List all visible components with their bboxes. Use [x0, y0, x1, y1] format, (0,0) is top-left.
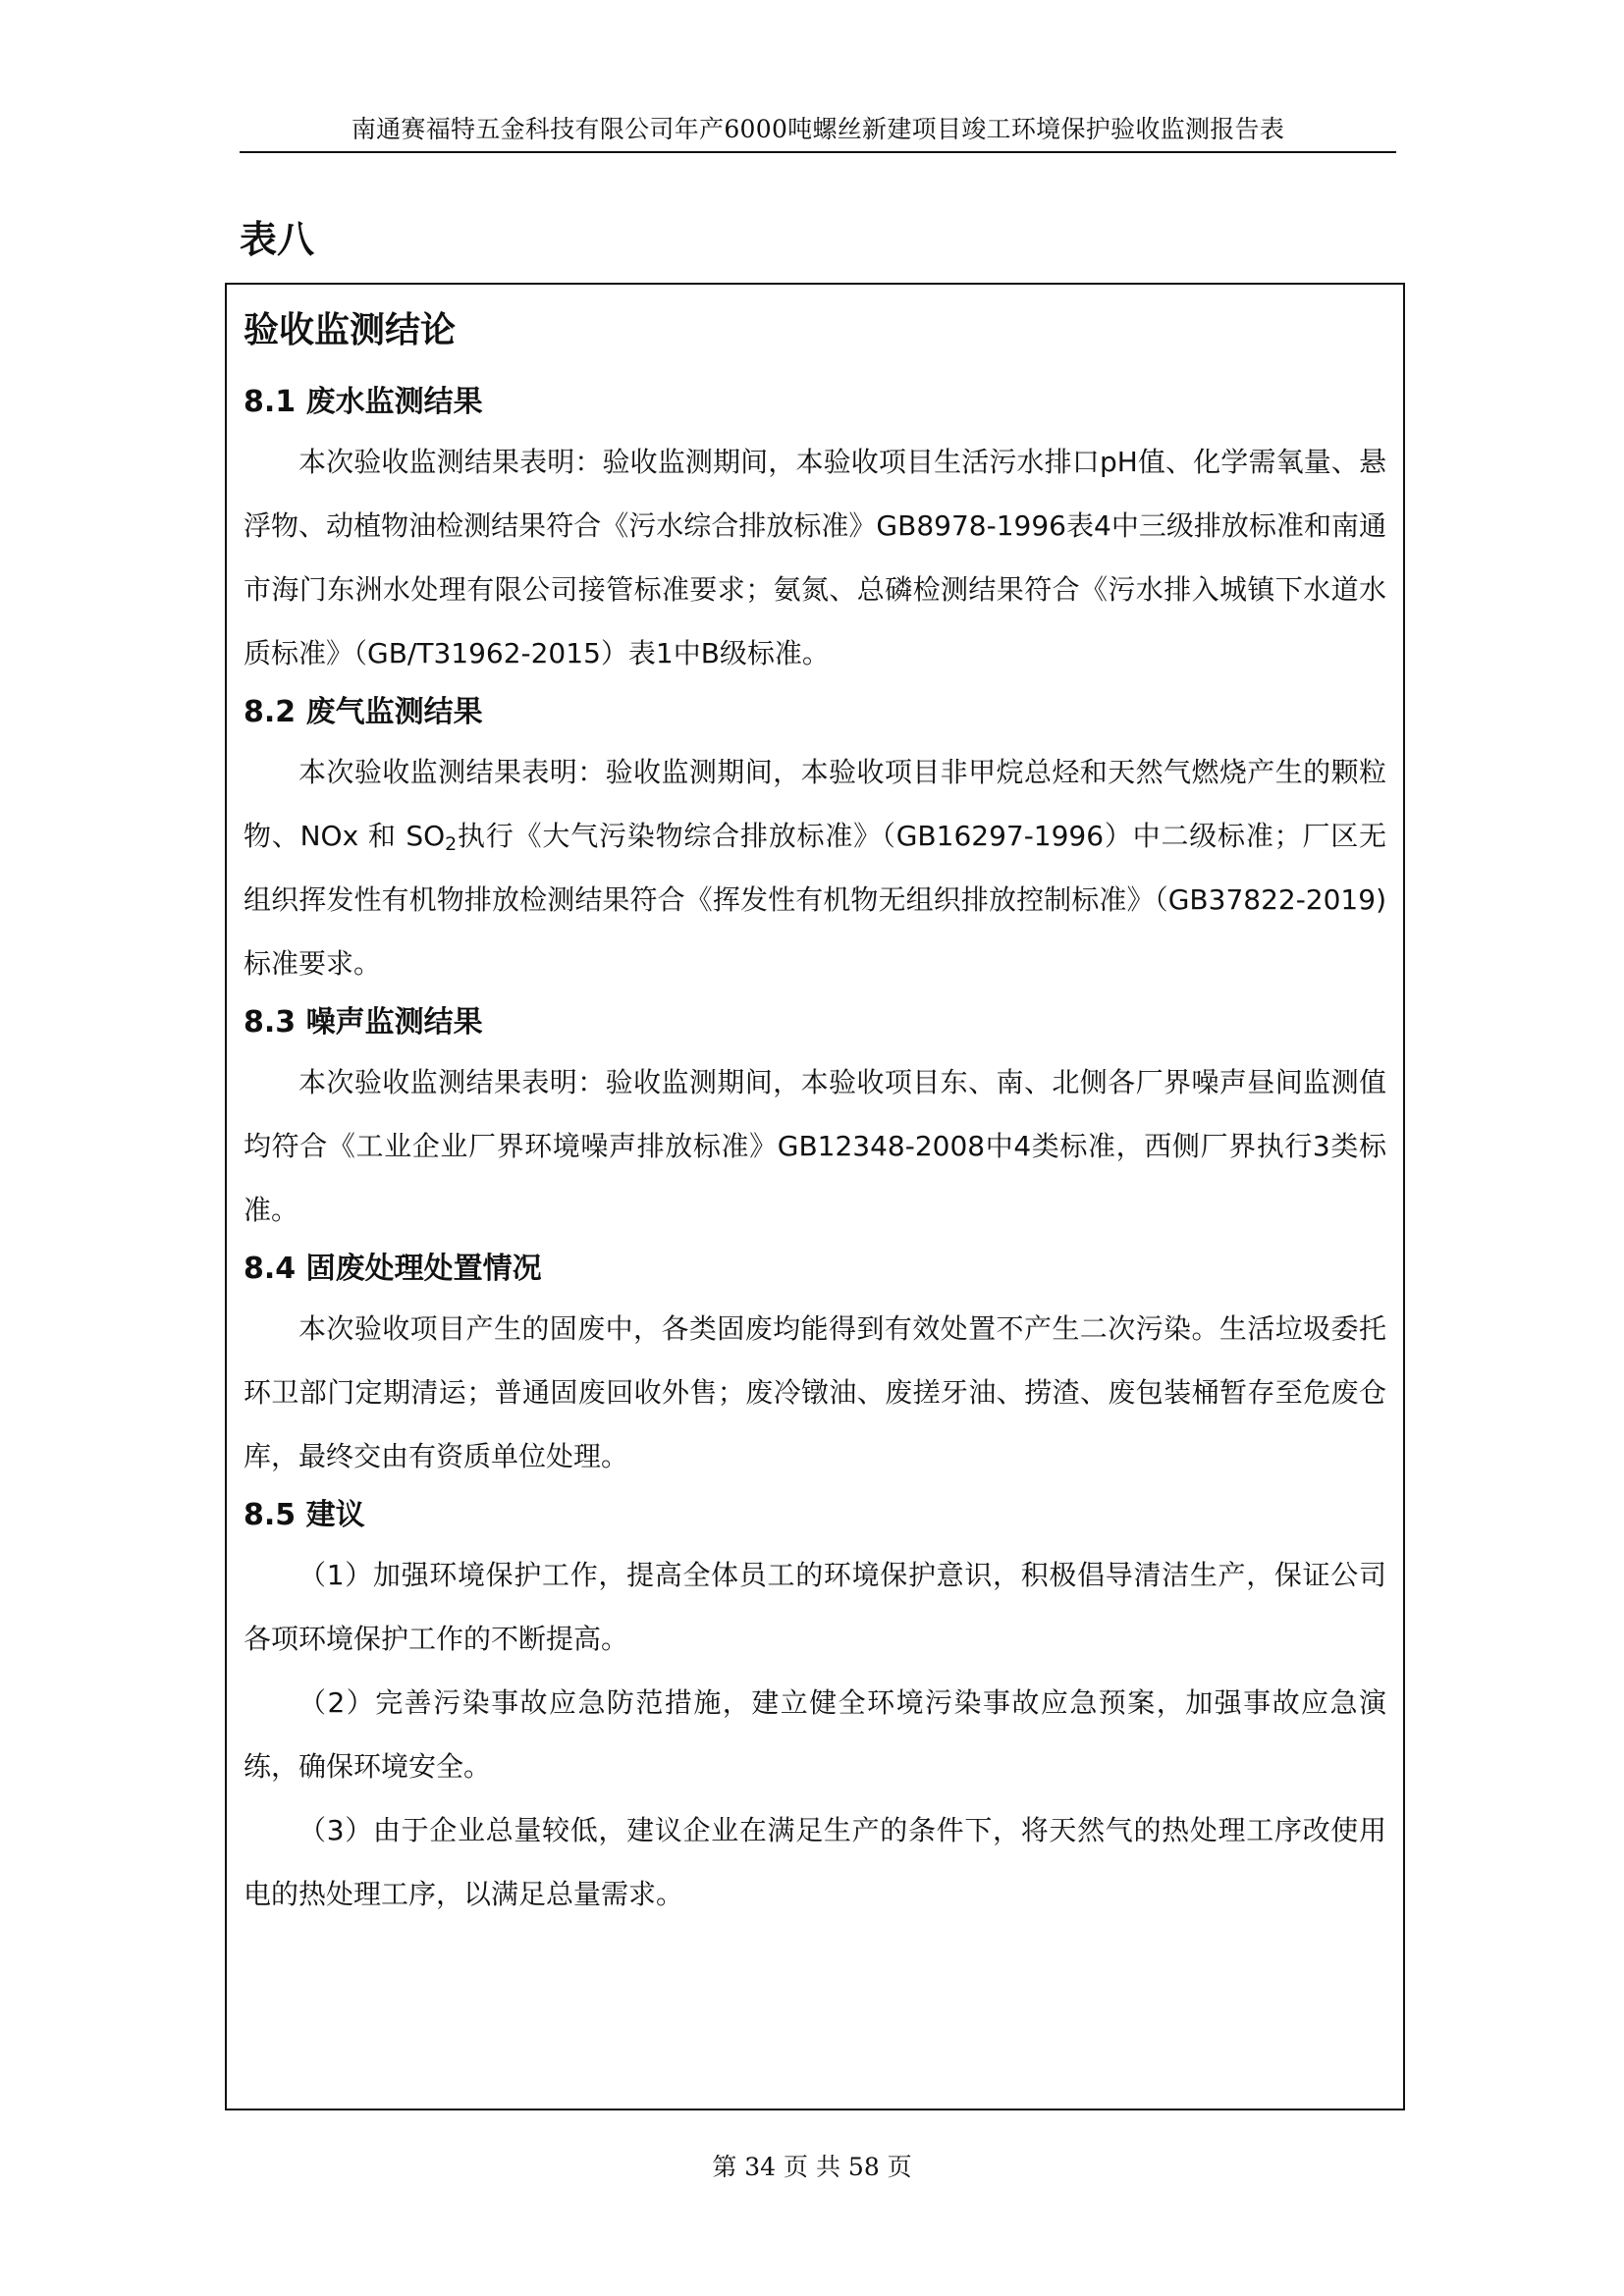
section-heading-wastewater: 8.1 废水监测结果 [244, 385, 483, 419]
wastewater-paragraph: 本次验收监测结果表明：验收监测期间，本验收项目生活污水排口pH值、化学需氧量、悬浮物、动植物油检测结果符合《污水综合排放标准》GB8978-1996表4中三级排放标准和南通市海门东洲水处理有限公司接管标准要求；氨氮、总磷检测结果符合《污水排入城镇下水道水质标准》（GB/T31962-2015）表1中B级标准。 [244, 446, 1386, 669]
section-heading-solid-waste: 8.4 固废处理处置情况 [244, 1252, 542, 1286]
page-number: 第 34 页 共 58 页 [712, 2153, 912, 2181]
suggestion-item-2: （2）完善污染事故应急防范措施，建立健全环境污染事故应急预案，加强事故应急演练，确保环境安全。 [244, 1686, 1386, 1783]
section-heading-suggestions: 8.5 建议 [244, 1498, 365, 1532]
box-title: 验收监测结论 [244, 310, 457, 350]
exhaust-gas-paragraph [244, 740, 1386, 995]
section-heading-exhaust-gas: 8.2 废气监测结果 [244, 695, 483, 729]
header-rule [240, 151, 1396, 153]
section-heading-noise: 8.3 噪声监测结果 [244, 1005, 483, 1040]
suggestion-item-3: （3）由于企业总量较低，建议企业在满足生产的条件下，将天然气的热处理工序改使用电的热处理工序，以满足总量需求。 [244, 1814, 1386, 1910]
solid-waste-paragraph: 本次验收项目产生的固废中，各类固废均能得到有效处置不产生二次污染。生活垃圾委托环卫部门定期清运；普通固废回收外售；废冷镦油、废搓牙油、捞渣、废包装桶暂存至危废仓库，最终交由有资质单位处理。 [244, 1312, 1386, 1472]
exhaust-gas-text-part-1: 本次验收监测结果表明：验收监测期间，本验收项目非甲烷总烃和天然气燃烧产生的颗粒物、NOx 和 SO [244, 756, 1386, 852]
conclusion-box [225, 283, 1405, 2110]
page-header: 南通赛福特五金科技有限公司年产6000吨螺丝新建项目竣工环境保护验收监测报告表 [351, 115, 1285, 143]
suggestion-item-1: （1）加强环境保护工作，提高全体员工的环境保护意识，积极倡导清洁生产，保证公司各项环境保护工作的不断提高。 [244, 1559, 1386, 1655]
exhaust-gas-text-part-2: 执行《大气污染物综合排放标准》（GB16297-1996）中二级标准；厂区无组织挥发性有机物排放检测结果符合《挥发性有机物无组织排放控制标准》（GB37822-2019)标准要求。 [244, 820, 1387, 980]
noise-paragraph: 本次验收监测结果表明：验收监测期间，本验收项目东、南、北侧各厂界噪声昼间监测值均符合《工业企业厂界环境噪声排放标准》GB12348-2008中4类标准，西侧厂界执行3类标准。 [244, 1066, 1386, 1226]
so2-subscript: 2 [445, 833, 458, 855]
table-label: 表八 [240, 218, 315, 261]
